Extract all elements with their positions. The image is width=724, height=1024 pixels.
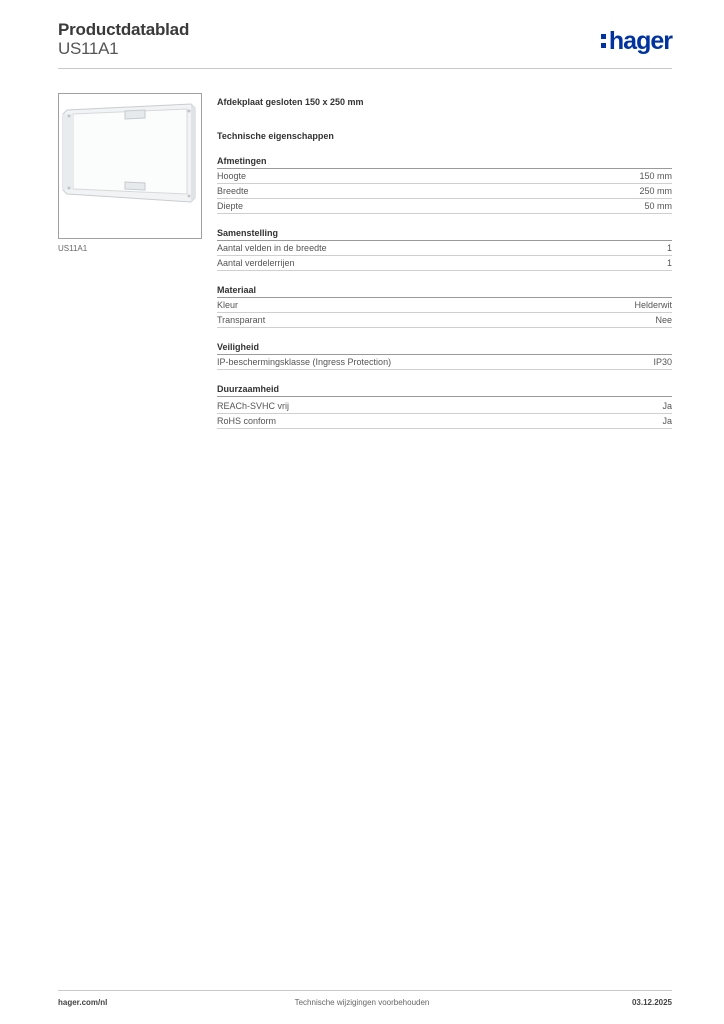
footer-disclaimer: Technische wijzigingen voorbehouden xyxy=(294,998,430,1007)
spec-row xyxy=(217,241,672,256)
spec-value: 1 xyxy=(666,258,672,268)
spec-value: Nee xyxy=(655,315,672,325)
cover-plate-illustration xyxy=(59,94,201,238)
section-sustainability xyxy=(217,383,672,429)
page-title: Productdatablad xyxy=(58,20,190,39)
section-title: Veiligheid xyxy=(217,341,672,355)
spec-row xyxy=(217,199,672,214)
logo-colon-icon xyxy=(601,26,607,56)
spec-value: Ja xyxy=(662,401,672,411)
spec-value: 1 xyxy=(666,243,672,253)
spec-row xyxy=(217,313,672,328)
spec-label: Diepte xyxy=(217,201,244,211)
spec-row xyxy=(217,414,672,429)
spec-value: IP30 xyxy=(653,357,672,367)
technical-properties-heading: Technische eigenschappen xyxy=(217,131,334,141)
section-title: Materiaal xyxy=(217,284,672,298)
section-safety xyxy=(217,341,672,370)
spec-sheet xyxy=(217,96,672,429)
spec-label: IP-beschermingsklasse (Ingress Protection) xyxy=(217,357,392,367)
spec-row xyxy=(217,256,672,271)
product-code: US11A1 xyxy=(58,39,119,58)
section-dimensions xyxy=(217,155,672,214)
spec-value: 250 mm xyxy=(639,186,672,196)
spec-label: Aantal verdelerrijen xyxy=(217,258,295,268)
spec-label: RoHS conform xyxy=(217,416,277,426)
spec-row xyxy=(217,298,672,313)
spec-value: 150 mm xyxy=(639,171,672,181)
logo-text: hager xyxy=(608,27,672,55)
product-image xyxy=(58,93,202,239)
spec-label: Transparant xyxy=(217,315,266,325)
spec-label: REACh-SVHC vrij xyxy=(217,401,290,411)
spec-row xyxy=(217,399,672,414)
spec-row xyxy=(217,184,672,199)
section-title: Duurzaamheid xyxy=(217,383,672,397)
spec-row xyxy=(217,169,672,184)
footer-date: 03.12.2025 xyxy=(631,998,672,1007)
footer-website: hager.com/nl xyxy=(58,998,108,1007)
spec-value: Ja xyxy=(662,416,672,426)
section-title: Afmetingen xyxy=(217,155,672,169)
header-divider xyxy=(58,68,672,69)
section-composition xyxy=(217,227,672,271)
product-description: Afdekplaat gesloten 150 x 250 mm xyxy=(217,97,364,107)
hager-logo xyxy=(601,26,672,56)
spec-value: Helderwit xyxy=(634,300,672,310)
spec-value: 50 mm xyxy=(644,201,672,211)
spec-label: Aantal velden in de breedte xyxy=(217,243,327,253)
spec-label: Breedte xyxy=(217,186,249,196)
spec-label: Hoogte xyxy=(217,171,247,181)
spec-label: Kleur xyxy=(217,300,239,310)
image-caption: US11A1 xyxy=(58,244,88,253)
section-title: Samenstelling xyxy=(217,227,672,241)
section-material xyxy=(217,284,672,328)
footer-divider xyxy=(58,990,672,991)
spec-row xyxy=(217,355,672,370)
